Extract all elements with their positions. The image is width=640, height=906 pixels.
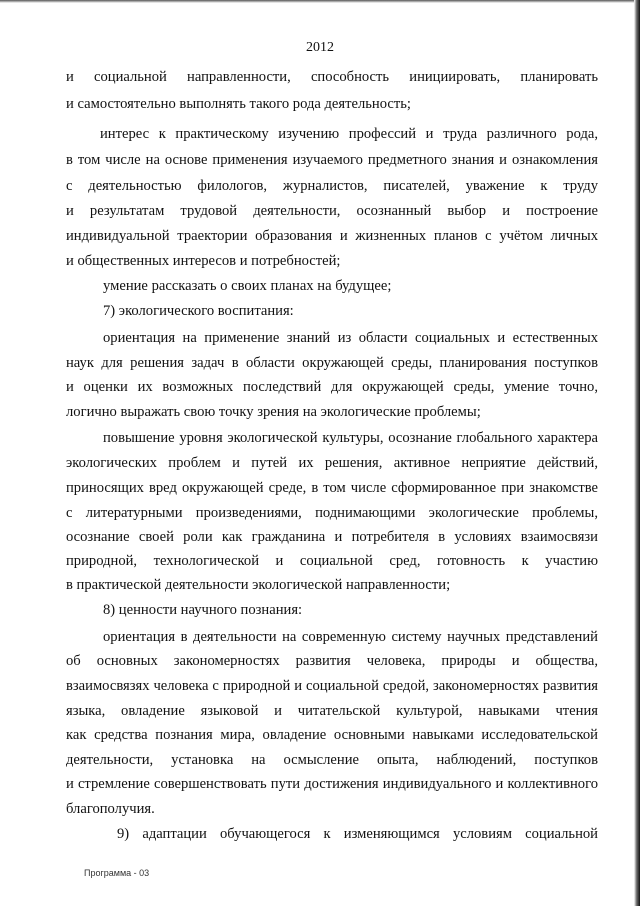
text-line: логично выражать свою точку зрения на экологические проблемы; [66, 404, 481, 420]
text-line: благополучия. [66, 801, 155, 817]
text-line: с деятельностью филологов, журналистов, писателей, уважение к труду [66, 178, 598, 194]
text-line: в том числе на основе применения изучаемого предметного знания и ознакомления [66, 152, 598, 168]
text-line: приносящих вред окружающей среде, в том числе сформированное при знакомстве [66, 480, 598, 496]
text-line: ориентация в деятельности на современную систему научных представлений [103, 629, 598, 645]
text-line: и результатам трудовой деятельности, осознанный выбор и построение [66, 203, 598, 219]
text-line: языка, овладение языковой и читательской культурой, навыками чтения [66, 703, 598, 719]
text-line: умение рассказать о своих планах на будущее; [103, 278, 392, 294]
text-line: природной, технологической и социальной сред, готовность к участию [66, 553, 598, 569]
text-line: и стремление совершенствовать пути достижения индивидуального и коллективного [66, 776, 598, 792]
text-line: экологических проблем и путей их решения, активное неприятие действий, [66, 455, 598, 471]
section-heading-8: 8) ценности научного познания: [103, 602, 303, 618]
text-line: интерес к практическому изучению профессий и труда различного рода, [100, 126, 598, 142]
footer-label: Программа - 03 [84, 868, 150, 878]
text-line: и социальной направленности, способность инициировать, планировать [66, 69, 598, 85]
text-line: об основных закономерностях развития человека, природы и общества, [66, 653, 598, 669]
text-line: осознание своей роли как гражданина и потребителя в условиях взаимосвязи [66, 529, 598, 545]
text-line: и самостоятельно выполнять такого рода деятельность; [66, 96, 411, 112]
scan-edge-right [634, 0, 640, 906]
text-line: повышение уровня экологической культуры, осознание глобального характера [103, 430, 598, 446]
text-line: и общественных интересов и потребностей; [66, 253, 341, 269]
page-number: 2012 [306, 40, 334, 55]
text-line: и оценки их возможных последствий для окружающей среды, умение точно, [66, 379, 598, 395]
text-line: с литературными произведениями, поднимающими экологические проблемы, [66, 505, 598, 521]
text-line: деятельности, установка на осмысление опыта, наблюдений, поступков [66, 752, 598, 768]
text-line: индивидуальной траектории образования и жизненных планов с учётом личных [66, 228, 598, 244]
text-line: ориентация на применение знаний из области социальных и естественных [103, 330, 598, 346]
section-heading-7: 7) экологического воспитания: [103, 303, 294, 319]
text-line: наук для решения задач в области окружающей среды, планирования поступков [66, 355, 598, 371]
text-line: взаимосвязях человека с природной и социальной средой, закономерностях развития [66, 678, 598, 694]
scan-edge-top [0, 0, 640, 3]
section-heading-9: 9) адаптации обучающегося к изменяющимся условиям социальной [117, 826, 598, 842]
text-line: как средства познания мира, овладение основными навыками исследовательской [66, 727, 598, 743]
text-line: в практической деятельности экологической направленности; [66, 577, 451, 593]
